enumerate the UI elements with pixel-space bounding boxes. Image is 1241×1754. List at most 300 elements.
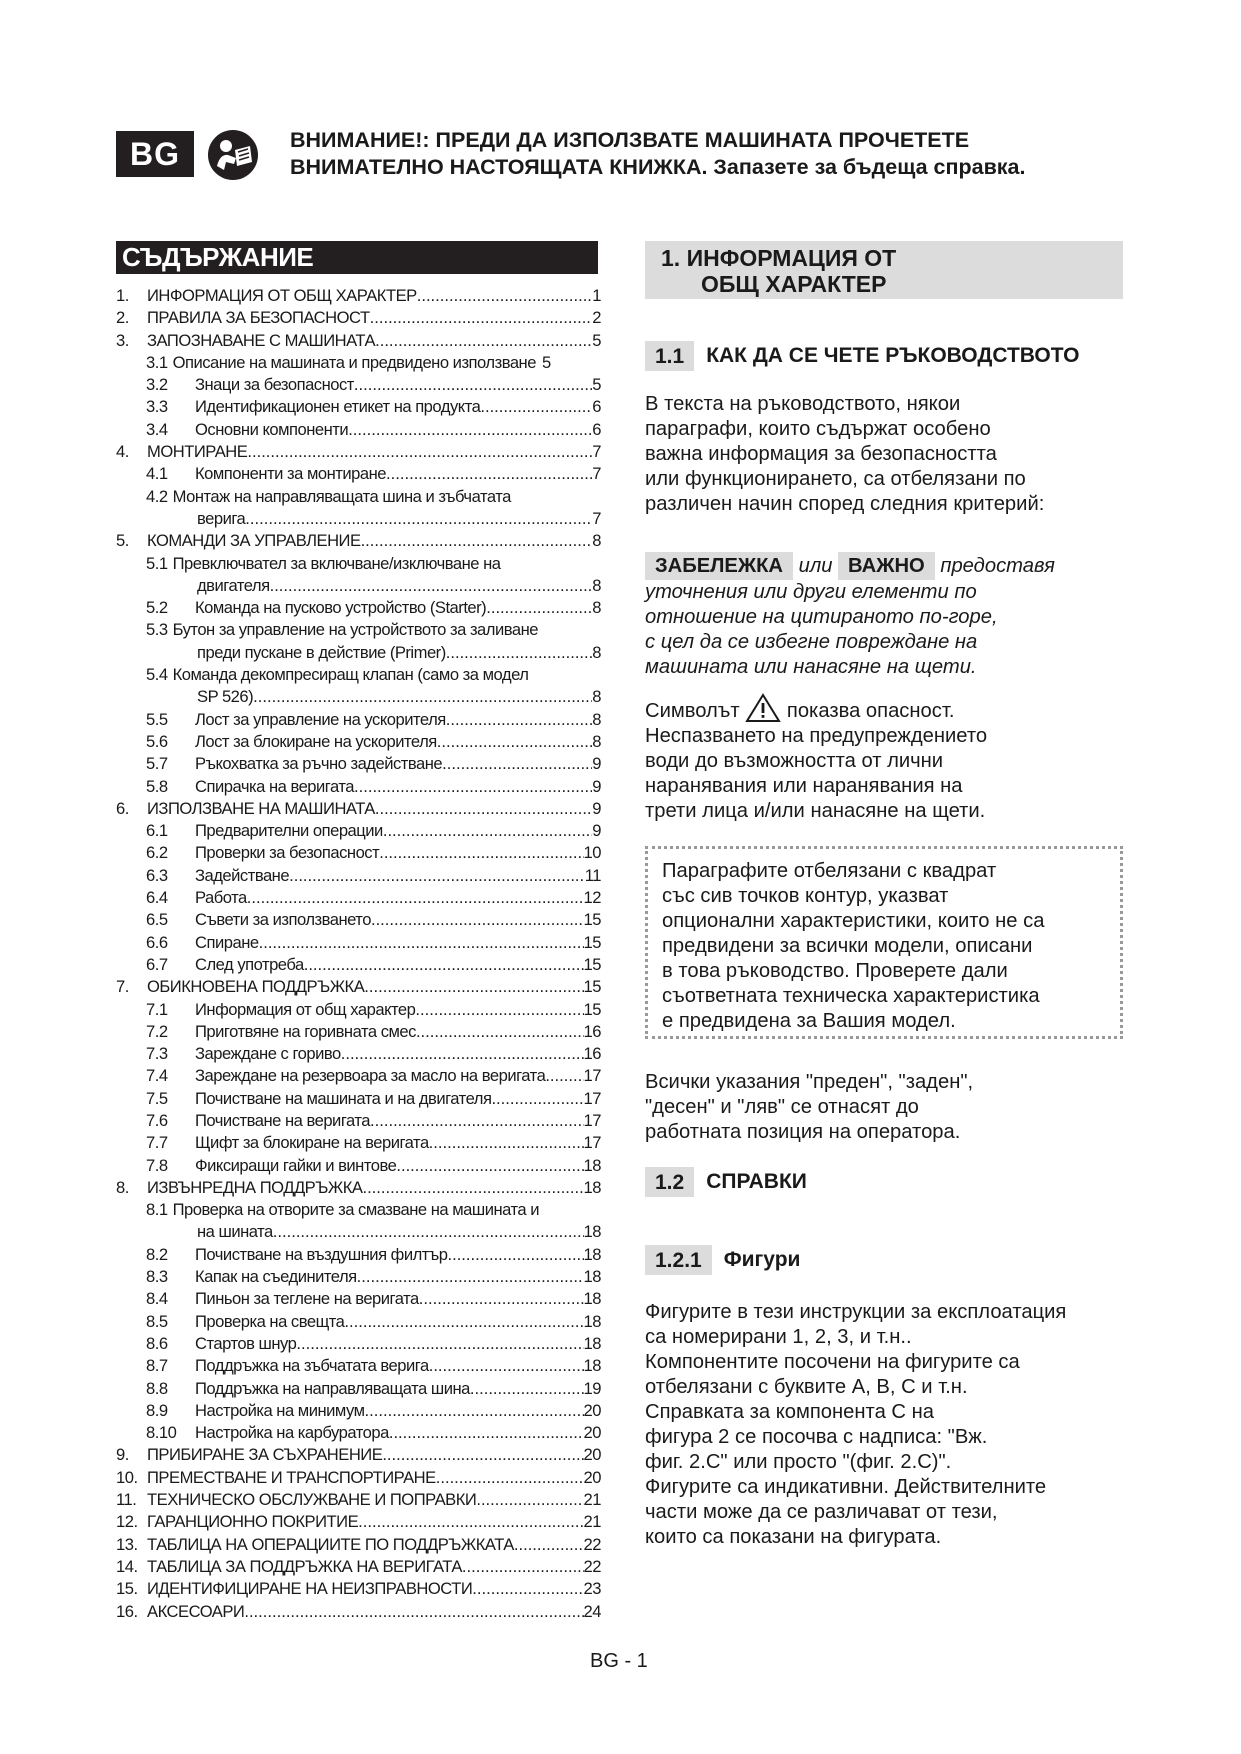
- directions-paragraph: [645, 1070, 1125, 1145]
- toc-leader-dots: [442, 753, 592, 775]
- toc-entry-title: Превключвател за включване/изключване на: [172, 553, 501, 573]
- toc-entry[interactable]: [116, 999, 601, 1021]
- toc-entry-page: 18: [583, 1155, 601, 1175]
- toc-entry-title: Поддръжка на зъбчатата верига: [195, 1356, 429, 1376]
- subsection-number: 1.2: [645, 1167, 694, 1197]
- read-manual-icon: [206, 128, 260, 182]
- text-line: или функционирането, са отбелязани по: [645, 468, 1026, 490]
- toc-entry[interactable]: [116, 553, 601, 575]
- toc-entry-page: 10: [583, 843, 601, 863]
- toc-leader-dots: [354, 776, 592, 798]
- toc-leader-dots: [245, 508, 592, 530]
- toc-entry-number: 5.2: [146, 598, 168, 618]
- toc-entry-page: 16: [583, 1044, 601, 1064]
- or-word: или: [798, 555, 833, 577]
- text-line: Фигурите в тези инструкции за експлоатация: [645, 1301, 1067, 1323]
- toc-entry-page: 18: [583, 1177, 601, 1197]
- toc-leader-dots: [476, 1489, 583, 1511]
- toc-leader-dots: [480, 396, 592, 418]
- toc-entry-number: 5.: [116, 531, 129, 551]
- subsection-1-2-1-heading: [645, 1245, 800, 1275]
- toc-entry-page: 19: [583, 1378, 601, 1398]
- toc-entry[interactable]: [116, 842, 601, 864]
- toc-entry-page: 9: [592, 798, 601, 818]
- toc-entry-page: 18: [583, 1311, 601, 1331]
- toc-entry-number: 6.: [116, 798, 129, 818]
- toc-entry-page: 6: [592, 419, 601, 439]
- toc-leader-dots: [447, 1244, 583, 1266]
- toc-entry-title: Почистване на веригата: [195, 1110, 371, 1130]
- toc-entry-title: Фиксиращи гайки и винтове: [195, 1155, 397, 1175]
- toc-entry-number: 7.3: [146, 1044, 168, 1064]
- toc-entry-title: ТЕХНИЧЕСКО ОБСЛУЖВАНЕ И ПОПРАВКИ: [147, 1490, 477, 1510]
- toc-entry-number: 6.6: [146, 932, 168, 952]
- toc-entry-number: 5.5: [146, 709, 168, 729]
- toc-entry-page: 8: [592, 642, 601, 662]
- toc-entry-title: ТАБЛИЦА НА ОПЕРАЦИИТЕ ПО ПОДДРЪЖКАТА: [147, 1534, 514, 1554]
- toc-entry-number: 1.: [116, 286, 129, 305]
- toc-entry[interactable]: [116, 463, 601, 485]
- toc-entry[interactable]: [116, 1155, 601, 1177]
- toc-entry[interactable]: [116, 1534, 601, 1556]
- toc-entry[interactable]: [116, 1422, 601, 1444]
- text-line: са номерирани 1, 2, 3, и т.н..: [645, 1326, 912, 1348]
- toc-entry[interactable]: [116, 285, 601, 307]
- toc-entry-number: 6.5: [146, 910, 168, 930]
- toc-entry-title: Проверка на свещта: [195, 1311, 345, 1331]
- warning-notice: [290, 127, 1025, 181]
- subsection-1-1-heading: [645, 341, 1079, 371]
- toc-entry[interactable]: [116, 1355, 601, 1377]
- toc-entry-title: ИДЕНТИФИЦИРАНЕ НА НЕИЗПРАВНОСТИ: [147, 1579, 473, 1599]
- toc-leader-dots: [375, 798, 592, 820]
- toc-entry-page: 24: [583, 1601, 601, 1621]
- toc-leader-dots: [429, 1355, 584, 1377]
- toc-entry[interactable]: [116, 619, 601, 641]
- text-line: важна информация за безопасността: [645, 443, 997, 465]
- toc-entry[interactable]: [116, 1199, 601, 1221]
- symbol-post-text: показва опасност.: [786, 700, 955, 722]
- text-line: със сив точков контур, указват: [662, 885, 949, 907]
- toc-entry-title: ПРИБИРАНЕ ЗА СЪХРАНЕНИЕ: [147, 1445, 383, 1465]
- toc-entry-title-cont: двигателя: [197, 575, 270, 595]
- toc-entry-number: 5.3: [146, 620, 168, 640]
- toc-heading: СЪДЪРЖАНИЕ: [116, 241, 598, 274]
- toc-entry[interactable]: [116, 1601, 601, 1623]
- toc-entry-title: ИНФОРМАЦИЯ ОТ ОБЩ ХАРАКТЕР: [147, 286, 417, 305]
- toc-entry[interactable]: [116, 1333, 601, 1355]
- toc-entry-title: Лост за управление на ускорителя: [195, 709, 446, 729]
- toc-entry-page: 21: [583, 1490, 601, 1510]
- toc-entry[interactable]: [116, 1511, 601, 1533]
- toc-entry[interactable]: [116, 1065, 601, 1087]
- section-1-heading: [645, 241, 1123, 299]
- toc-leader-dots: [273, 1221, 584, 1243]
- toc-entry-page: 15: [583, 977, 601, 997]
- toc-leader-dots: [382, 1444, 583, 1466]
- toc-leader-dots: [415, 999, 583, 1021]
- text-line: опционални характеристики, които не са: [662, 910, 1045, 932]
- toc-entry[interactable]: [116, 820, 601, 842]
- toc-leader-dots: [446, 642, 593, 664]
- text-line: е предвидена за Вашия модел.: [662, 1010, 956, 1032]
- text-line: Фигурите са индикативни. Действителните: [645, 1476, 1047, 1498]
- toc-entry-title: Настройка на минимум: [195, 1400, 365, 1420]
- toc-entry-continuation[interactable]: [116, 686, 601, 708]
- toc-entry-number: 2.: [116, 308, 129, 328]
- toc-entry-number: 6.2: [146, 843, 168, 863]
- text-line: уточнения или други елементи по: [645, 581, 977, 603]
- text-line: Неспазването на предупреждението: [645, 725, 988, 747]
- toc-entry-number: 7.5: [146, 1088, 168, 1108]
- toc-leader-dots: [386, 463, 592, 485]
- toc-entry-page: 9: [592, 821, 601, 841]
- toc-entry-number: 3.3: [146, 397, 168, 417]
- text-line: предвидени за всички модели, описани: [662, 935, 1033, 957]
- toc-entry[interactable]: [116, 1400, 601, 1422]
- toc-entry-number: 3.1: [146, 352, 168, 372]
- toc-entry-title: Команда декомпресиращ клапан (само за модел: [172, 665, 529, 685]
- toc-entry-page: 8: [592, 598, 601, 618]
- toc-entry-title: Монтаж на направляващата шина и зъбчатата: [172, 486, 511, 506]
- toc-entry-number: 8.7: [146, 1356, 168, 1376]
- toc-entry-number: 6.4: [146, 888, 168, 908]
- toc-entry-page: 8: [592, 575, 601, 595]
- toc-entry[interactable]: [116, 1556, 601, 1578]
- toc-entry-page: 8: [592, 531, 601, 551]
- toc-entry-number: 4.2: [146, 486, 168, 506]
- text-line: Компонентите посочени на фигурите са: [645, 1351, 1020, 1373]
- toc-entry-page: 7: [592, 508, 601, 528]
- toc-entry-title: МОНТИРАНЕ: [147, 442, 248, 462]
- toc-entry-title: Лост за блокиране на ускорителя: [195, 731, 437, 751]
- toc-entry-page: 6: [592, 397, 601, 417]
- warning-line-2: ВНИМАТЕЛНО НАСТОЯЩАТА КНИЖКА. Запазете за бъдеща справка.: [290, 155, 1026, 179]
- toc-entry-title: ТАБЛИЦА ЗА ПОДДРЪЖКА НА ВЕРИГАТА: [147, 1556, 462, 1576]
- toc-entry-page: 15: [583, 954, 601, 974]
- toc-entry-title: Проверка на отворите за смазване на машината и: [172, 1200, 540, 1220]
- toc-leader-dots: [244, 1601, 583, 1623]
- toc-entry-page: 20: [583, 1400, 601, 1420]
- toc-entry[interactable]: [116, 909, 601, 931]
- toc-entry[interactable]: [116, 1177, 601, 1199]
- toc-entry-number: 15.: [116, 1579, 138, 1599]
- toc-leader-dots: [383, 820, 592, 842]
- toc-entry[interactable]: [116, 419, 601, 441]
- toc-entry-title: ПРЕМЕСТВАНЕ И ТРАНСПОРТИРАНЕ: [147, 1467, 436, 1487]
- toc-entry[interactable]: [116, 1378, 601, 1400]
- text-line: наранявания или наранявания на: [645, 775, 963, 797]
- toc-entry-number: 8.: [116, 1177, 129, 1197]
- toc-entry-title: ИЗВЪНРЕДНА ПОДДРЪЖКА: [147, 1177, 363, 1197]
- toc-entry-title: Спиране: [195, 932, 259, 952]
- toc-entry-title: АКСЕСОАРИ: [147, 1601, 245, 1621]
- toc-entry-page: 17: [583, 1088, 601, 1108]
- toc-entry-continuation[interactable]: [116, 1221, 601, 1243]
- note-paragraph: [645, 552, 1125, 680]
- toc-entry-page: 9: [592, 754, 601, 774]
- text-line: Справката за компонента C на: [645, 1401, 934, 1423]
- toc-entry-number: 10.: [116, 1467, 138, 1487]
- toc-entry[interactable]: [116, 664, 601, 686]
- subsection-1-2-heading: [645, 1167, 807, 1197]
- toc-entry-page: 23: [583, 1579, 601, 1599]
- toc-entry-title-cont: верига: [197, 508, 246, 528]
- toc-leader-dots: [379, 842, 583, 864]
- toc-entry-number: 6.7: [146, 954, 168, 974]
- toc-entry-title: Бутон за управление на устройството за заливане: [172, 620, 538, 640]
- toc-entry-title: Приготвяне на горивната смес: [195, 1021, 416, 1041]
- toc-entry[interactable]: [116, 1266, 601, 1288]
- toc-entry-page: 20: [583, 1445, 601, 1465]
- toc-entry-title: Почистване на машината и на двигателя: [195, 1088, 492, 1108]
- toc-entry[interactable]: [116, 1578, 601, 1600]
- toc-entry[interactable]: [116, 798, 601, 820]
- toc-entry-page: 11: [584, 865, 601, 885]
- text-line: съответната техническа характеристика: [662, 985, 1040, 1007]
- text-line: Всички указания "преден", "заден",: [645, 1071, 974, 1093]
- toc-entry[interactable]: [116, 1021, 601, 1043]
- text-line: различен начин според следния критерий:: [645, 493, 1045, 515]
- toc-leader-dots: [253, 686, 592, 708]
- provides-word: предоставя: [940, 555, 1055, 577]
- toc-entry-number: 8.10: [146, 1423, 177, 1443]
- toc-leader-dots: [304, 954, 584, 976]
- toc-entry-page: 8: [592, 709, 601, 729]
- toc-entry-number: 8.2: [146, 1244, 168, 1264]
- toc-entry[interactable]: [116, 374, 601, 396]
- toc-leader-dots: [462, 1556, 584, 1578]
- toc-entry[interactable]: [116, 1311, 601, 1333]
- toc-entry-title: Команда на пусково устройство (Starter): [195, 598, 487, 618]
- subsection-title: Фигури: [723, 1248, 801, 1271]
- toc-entry-number: 8.4: [146, 1289, 168, 1309]
- toc-entry[interactable]: [116, 530, 601, 552]
- toc-entry-number: 8.9: [146, 1400, 168, 1420]
- intro-paragraph: [645, 392, 1125, 517]
- text-line: параграфи, които съдържат особено: [645, 418, 991, 440]
- toc-entry-title: След употреба: [195, 954, 304, 974]
- toc-leader-dots: [370, 307, 593, 329]
- toc-leader-dots: [486, 597, 592, 619]
- toc-entry-title: ЗАПОЗНАВАНЕ С МАШИНАТА: [147, 330, 376, 350]
- toc-entry-title: Знаци за безопасност: [195, 375, 354, 395]
- toc-entry-number: 3.: [116, 330, 129, 350]
- toc-entry-title: Щифт за блокиране на веригата: [195, 1133, 429, 1153]
- toc-entry-number: 7.1: [146, 999, 168, 1019]
- toc-entry[interactable]: [116, 776, 601, 798]
- toc-entry-page: 1: [592, 286, 601, 305]
- toc-entry-number: 8.3: [146, 1267, 168, 1287]
- toc-leader-dots: [429, 1132, 584, 1154]
- toc-entry-title-cont: SP 526): [197, 687, 254, 707]
- text-line: с цел да се избегне повреждане на: [645, 631, 978, 653]
- toc-entry-number: 4.: [116, 442, 129, 462]
- toc-entry[interactable]: [116, 1110, 601, 1132]
- text-line: части може да се различават от тези,: [645, 1501, 998, 1523]
- text-line: води до възможността от лични: [645, 750, 944, 772]
- toc-entry-page: 12: [583, 888, 601, 908]
- toc-entry-number: 3.2: [146, 375, 168, 395]
- toc-leader-dots: [354, 374, 592, 396]
- toc-entry-number: 8.6: [146, 1333, 168, 1353]
- text-line: работната позиция на оператора.: [645, 1121, 961, 1143]
- toc-entry-continuation[interactable]: [116, 508, 601, 530]
- section-1-line-1: 1. ИНФОРМАЦИЯ ОТ: [661, 245, 897, 271]
- toc-entry-title: ГАРАНЦИОННО ПОКРИТИЕ: [147, 1512, 359, 1532]
- toc-entry[interactable]: [116, 330, 601, 352]
- toc-entry-number: 7.8: [146, 1155, 168, 1175]
- text-line: които са показани на фигурата.: [645, 1526, 942, 1548]
- toc-entry-title: Ръкохватка за ръчно задействане: [195, 754, 443, 774]
- toc-leader-dots: [371, 909, 584, 931]
- text-line: отбелязани с буквите A, B, C и т.н.: [645, 1376, 968, 1398]
- toc-entry[interactable]: [116, 709, 601, 731]
- toc-entry-number: 8.8: [146, 1378, 168, 1398]
- text-line: в това ръководство. Проверете дали: [662, 960, 1008, 982]
- toc-leader-dots: [370, 1110, 584, 1132]
- toc-entry-page: 15: [583, 999, 601, 1019]
- toc-entry-title: Информация от общ характер: [195, 999, 416, 1019]
- language-badge: BG: [116, 131, 194, 177]
- toc-entry-page: 21: [583, 1512, 601, 1532]
- toc-entry-number: 12.: [116, 1512, 138, 1532]
- subsection-title: СПРАВКИ: [706, 1170, 807, 1193]
- toc-entry[interactable]: [116, 865, 601, 887]
- toc-entry-number: 5.8: [146, 776, 168, 796]
- toc-leader-dots: [341, 1043, 584, 1065]
- text-line: "десен" и "ляв" се отнасят до: [645, 1096, 919, 1118]
- toc-leader-dots: [491, 1088, 583, 1110]
- toc-entry[interactable]: [116, 597, 601, 619]
- toc-entry-title-cont: на шината: [197, 1222, 273, 1242]
- toc-entry-page: 15: [583, 932, 601, 952]
- toc-entry-page: 18: [583, 1356, 601, 1376]
- toc-entry-page: 9: [592, 776, 601, 796]
- toc-entry-title: Проверки за безопасност: [195, 843, 380, 863]
- toc-entry-title: ИЗПОЛЗВАНЕ НА МАШИНАТА: [147, 798, 375, 818]
- toc-leader-dots: [437, 731, 593, 753]
- toc-entry[interactable]: [116, 1444, 601, 1466]
- toc-entry-number: 7.6: [146, 1110, 168, 1130]
- toc-entry-number: 8.5: [146, 1311, 168, 1331]
- toc-leader-dots: [545, 1065, 583, 1087]
- toc-entry-page: 8: [592, 687, 601, 707]
- toc-entry[interactable]: [116, 1088, 601, 1110]
- toc-entry-page: 15: [583, 910, 601, 930]
- toc-entry-page: 17: [583, 1110, 601, 1130]
- toc-entry[interactable]: [116, 1489, 601, 1511]
- toc-entry[interactable]: [116, 352, 601, 374]
- text-line: фиг. 2.C" или просто "(фиг. 2.C)".: [645, 1451, 952, 1473]
- toc-entry[interactable]: [116, 932, 601, 954]
- toc-entry[interactable]: [116, 954, 601, 976]
- toc-leader-dots: [472, 1578, 583, 1600]
- toc-entry[interactable]: [116, 1288, 601, 1310]
- toc-entry[interactable]: [116, 976, 601, 998]
- toc-entry-page: 16: [583, 1021, 601, 1041]
- page-number: BG - 1: [590, 1650, 648, 1672]
- toc-entry[interactable]: [116, 1043, 601, 1065]
- toc-entry-title: Почистване на въздушния филтър: [195, 1244, 448, 1264]
- toc-entry[interactable]: [116, 486, 601, 508]
- toc-entry-number: 6.3: [146, 865, 168, 885]
- toc-entry-title: ПРАВИЛА ЗА БЕЗОПАСНОСТ: [147, 308, 370, 328]
- text-line: трети лица и/или нанасяне на щети.: [645, 800, 986, 822]
- toc-entry[interactable]: [116, 441, 601, 463]
- toc-entry-page: 18: [583, 1244, 601, 1264]
- toc-leader-dots: [470, 1378, 584, 1400]
- toc-entry-title: Пиньон за теглене на веригата: [195, 1289, 419, 1309]
- toc-leader-dots: [514, 1534, 584, 1556]
- toc-entry-page: 5: [592, 375, 601, 395]
- toc-leader-dots: [436, 1467, 584, 1489]
- toc-entry-page: 8: [592, 731, 601, 751]
- toc-entry-title: Зареждане с гориво: [195, 1044, 341, 1064]
- toc-entry-number: 7.2: [146, 1021, 168, 1041]
- toc-entry[interactable]: [116, 1132, 601, 1154]
- toc-entry-number: 16.: [116, 1601, 138, 1621]
- toc-leader-dots: [270, 575, 593, 597]
- toc-entry-page: 18: [583, 1222, 601, 1242]
- toc-leader-dots: [296, 1333, 583, 1355]
- toc-entry[interactable]: [116, 396, 601, 418]
- toc-entry-page: 7: [592, 464, 601, 484]
- toc-leader-dots: [364, 976, 583, 998]
- toc-leader-dots: [362, 1177, 583, 1199]
- toc-entry-page: 17: [583, 1066, 601, 1086]
- toc-entry-title: Зареждане на резервоара за масло на веригата: [195, 1066, 546, 1086]
- toc-entry-number: 8.1: [146, 1200, 168, 1220]
- toc-entry[interactable]: [116, 753, 601, 775]
- toc-entry-page: 5: [592, 330, 601, 350]
- toc-entry[interactable]: [116, 1244, 601, 1266]
- toc-leader-dots: [348, 419, 592, 441]
- toc-entry-number: 7.4: [146, 1066, 168, 1086]
- subsection-title: КАК ДА СЕ ЧЕТЕ РЪКОВОДСТВОТО: [706, 344, 1080, 367]
- toc-entry-number: 3.4: [146, 419, 168, 439]
- toc-entry-number: 4.1: [146, 464, 168, 484]
- toc-leader-dots: [375, 330, 592, 352]
- toc-entry-number: 5.4: [146, 665, 168, 685]
- toc-entry[interactable]: [116, 307, 601, 329]
- toc-entry-page: 5: [541, 352, 551, 372]
- toc-entry[interactable]: [116, 731, 601, 753]
- toc-entry-title: Описание на машината и предвидено използване: [172, 352, 536, 372]
- toc-entry-continuation[interactable]: [116, 642, 601, 664]
- toc-entry-page: 22: [583, 1534, 601, 1554]
- toc-entry[interactable]: [116, 1467, 601, 1489]
- toc-entry[interactable]: [116, 887, 601, 909]
- toc-entry-number: 11.: [116, 1490, 137, 1510]
- toc-entry-title: Стартов шнур: [195, 1333, 297, 1353]
- table-of-contents: [116, 285, 601, 1623]
- toc-entry-number: 7.: [116, 977, 129, 997]
- toc-leader-dots: [416, 1021, 584, 1043]
- text-line: Параграфите отбелязани с квадрат: [662, 860, 997, 882]
- figures-paragraph: [645, 1300, 1125, 1550]
- text-line: фигура 2 се посочва с надписа: "Вж.: [645, 1426, 988, 1448]
- toc-leader-dots: [247, 887, 584, 909]
- danger-paragraph: [645, 693, 1125, 824]
- toc-entry-number: 14.: [116, 1556, 138, 1576]
- toc-entry-continuation[interactable]: [116, 575, 601, 597]
- toc-entry-page: 18: [583, 1289, 601, 1309]
- toc-leader-dots: [247, 441, 592, 463]
- toc-entry-number: 13.: [116, 1534, 138, 1554]
- toc-leader-dots: [358, 1511, 583, 1533]
- toc-entry-title: Идентификационен етикет на продукта: [195, 397, 481, 417]
